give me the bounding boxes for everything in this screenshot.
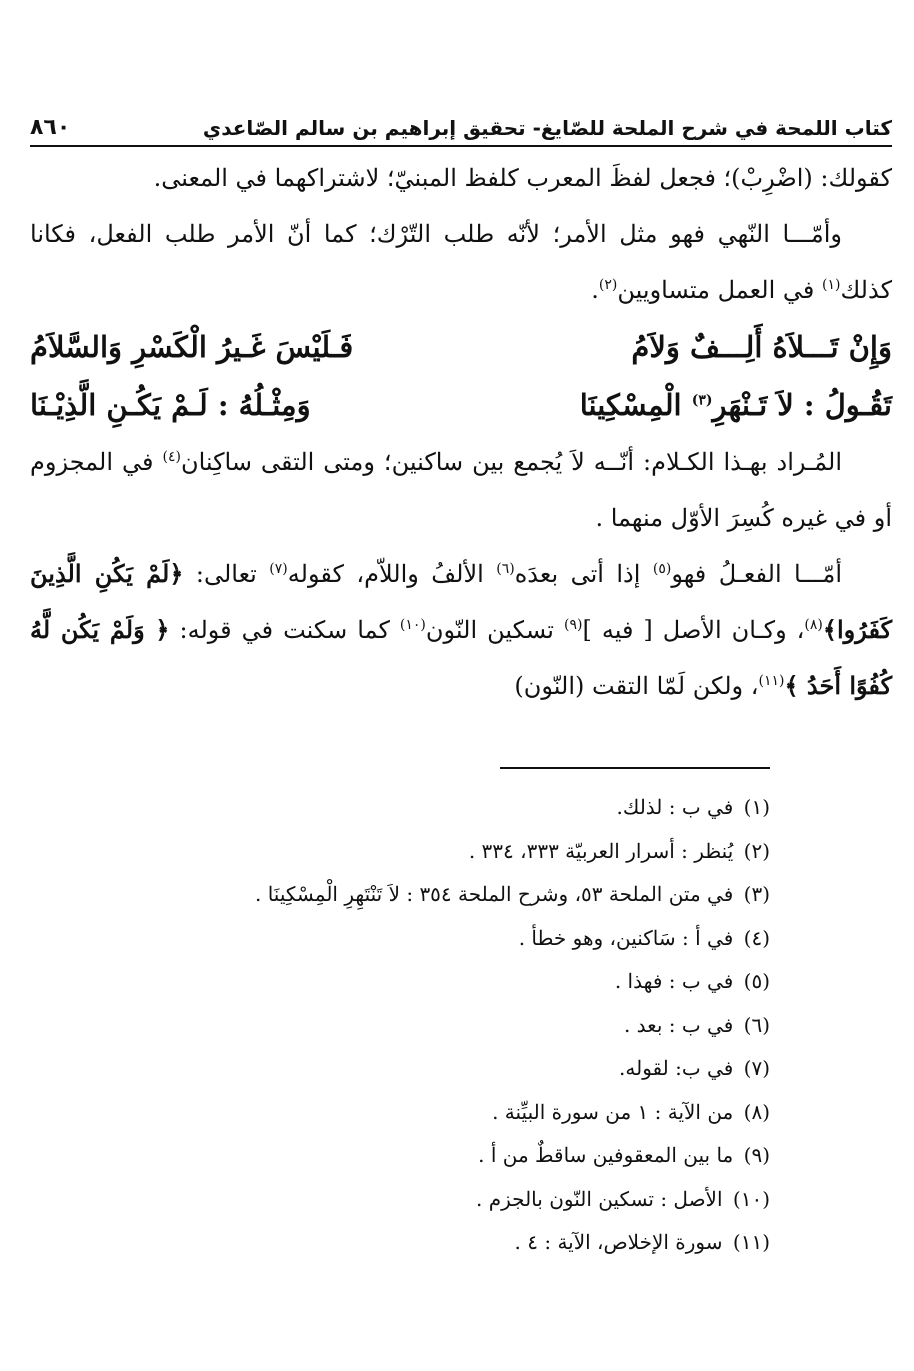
footnote-marker: (١٠)	[399, 617, 426, 633]
footnote: (٣) في متن الملحة ٥٣، وشرح الملحة ٣٥٤ : لاَ تَنْتَهِرِ الْمِسْكِينَا .	[254, 882, 770, 906]
running-title: كتاب اللمحة في شرح الملحة للصّايغ- تحقيق إبراهيم بن سالم الصّاعدي	[202, 116, 892, 140]
paragraph-1: كقولك: (اضْرِبْ)؛ فجعل لفظَ المعرب كلفظ المبنيّ؛ لاشتراكهما في المعنى.	[153, 164, 892, 192]
footnote-marker: (٥)	[652, 561, 672, 577]
verse-hemistich-right: وَإِنْ تَـــلاَهُ أَلِـــفٌ وَلاَمُ	[631, 330, 892, 364]
footnote-rule	[500, 767, 770, 769]
footnote: (٤) في أ : سَاكنين، وهو خطأ .	[518, 925, 770, 950]
footnotes-list	[70, 786, 770, 1265]
verse-hemistich-right: تَقُـولُ : لاَ تَـنْهَرِ$^{(٣)}$ الْمِسْكِينَا	[579, 388, 892, 422]
footnote: (٥) في ب : فهذا .	[614, 969, 770, 993]
footnote: (٢) يُنظر : أسرار العربيّة ٣٣٣، ٣٣٤ .	[468, 838, 770, 863]
page-header	[30, 100, 892, 140]
footnote: (٨) من الآية : ١ من سورة البيِّنة .	[492, 1099, 770, 1124]
verse-line-2	[30, 376, 892, 434]
main-text	[30, 150, 892, 714]
footnote: (٦) في ب : بعد .	[623, 1012, 770, 1037]
footnote: (١١) سورة الإخلاص، الآية : ٤ .	[514, 1230, 770, 1254]
footnote-marker: (٧)	[269, 561, 288, 577]
footnote-marker: (١)	[821, 277, 841, 293]
verse-hemistich-left: فَـلَيْسَ غَـيرُ الْكَسْرِ وَالسَّلاَمُ	[30, 330, 354, 364]
verse-line-1	[30, 318, 892, 376]
footnote-marker: (١١)	[758, 673, 785, 689]
header-rule	[30, 145, 892, 147]
footnote: (٧) في ب: لقوله.	[619, 1056, 770, 1080]
footnote: (٩) ما بين المعقوفين ساقطٌ من أ .	[478, 1143, 770, 1167]
quran-quote: ﴿لَمْ يَكُنِ الَّذِينَ كَفَرُوا﴾	[30, 559, 893, 644]
paragraph-3: المُـراد بهـذا الكـلام: أنّــه لاَ يُجمع بين ساكنين؛ ومتى التقى ساكِنان$^{(٤)}$ في المجزوم أو في غيره كُسِرَ الأوّل منهما .	[30, 448, 892, 532]
footnote-marker: (٤)	[162, 449, 181, 465]
quran-quote: ﴿ وَلَمْ يَكُن لَّهُ كُفُوًا أَحَدُ ﴾	[30, 615, 892, 700]
footnote: (١) في ب : لذلك.	[616, 795, 770, 819]
paragraph-4: أمّـــا الفعـلُ فهو$^{(٥)}$ إذا أتى بعدَه$^{(٦)}$ الألفُ واللاّم، كقوله$^{(٧)}$ تعالى: ﴿لَمْ يَكُنِ الَّذِينَ كَفَرُوا﴾$^{(٨)}$، وكـان الأصل [ فيه ]$^{(٩)}$ تسكين النّون$^{(١٠)}$ كما سكنت في قوله: ﴿ وَلَمْ يَكُن لَّهُ كُفُوًا أَحَدُ ﴾$^{(١١)}$، ولكن لَمّا التقت (النّون)	[30, 559, 893, 700]
footnote-marker: (٢)	[598, 277, 618, 293]
footnote-marker: (٩)	[564, 617, 583, 633]
paragraph-2: وأمّـــا النّهي فهو مثل الأمر؛ لأنّه طلب التّرْك؛ كما أنّ الأمر طلب الفعل، فكانا كذلك$^{(١)}$ في العمل متساويين$^{(٢)}$.	[30, 220, 892, 304]
footnote-marker: (٦)	[496, 561, 515, 577]
footnote: (١٠) الأصل : تسكين النّون بالجزم .	[476, 1186, 770, 1211]
verse-hemistich-left: وَمِثْـلُهُ : لَـمْ يَكُـنِ الَّذِيْـنَا	[30, 388, 311, 422]
footnote-marker: (٨)	[804, 617, 823, 633]
footnote-marker: (٣)	[691, 392, 713, 409]
page-number: ٨٦٠	[30, 115, 71, 140]
